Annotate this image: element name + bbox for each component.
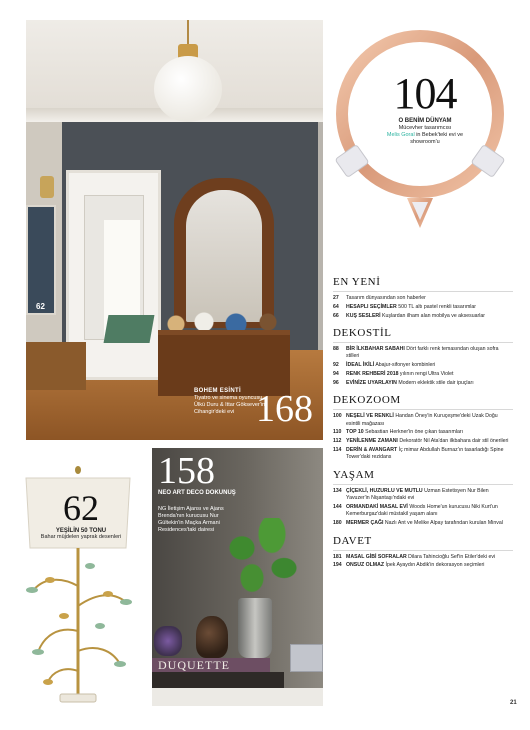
toc-entry-text bbox=[346, 295, 513, 302]
toc-entry-title: KUŞ SESLERİ bbox=[346, 312, 381, 319]
ring-feature-title: O BENİM DÜNYAM bbox=[398, 118, 452, 124]
pendant-lamp-globe bbox=[154, 56, 222, 122]
toc-entry-description: Dekoratör Nil Ata'dan ilkbahara dair stil önerileri bbox=[399, 438, 509, 445]
toc-entry-text bbox=[346, 371, 513, 378]
toc-section-heading: DEKOZOOM bbox=[333, 394, 513, 410]
toc-entry-title: MERMER ÇAĞI bbox=[346, 520, 384, 527]
toc-entry-title: YENİLENME ZAMANI bbox=[346, 438, 398, 445]
toc-entry-page: 144 bbox=[333, 504, 342, 511]
toc-entry-description: Woods Home'un kurucusu Niki Kurt'un Kemerburgaz'daki müstakil yaşam alanı bbox=[346, 504, 498, 518]
toc-entry-description: yılının rengi Ultra Violet bbox=[399, 371, 454, 377]
toc-section-heading: YAŞAM bbox=[333, 469, 513, 485]
toc-entry-title: ÇİÇEKLİ, HUZURLU VE MUTLU bbox=[346, 487, 423, 494]
toc-entry-title: BİR İLKBAHAR SABAHI bbox=[346, 346, 405, 352]
toc-entry[interactable] bbox=[333, 362, 513, 369]
toc-entry-page: 66 bbox=[333, 312, 339, 319]
hallway-feature-page-number[interactable]: 168 bbox=[256, 388, 313, 430]
ring-feature-page-number[interactable]: 104 bbox=[393, 69, 457, 118]
toc-section bbox=[333, 327, 513, 387]
ring-caption-block bbox=[375, 69, 475, 146]
toc-entry-description: Nazlı Ant ve Melike Alpay tarafından kurulan Minval bbox=[384, 520, 503, 527]
ring-caption-after: in Bebek'teki evi ve showroom'u bbox=[410, 132, 464, 145]
toc-entry-page: 88 bbox=[333, 346, 339, 352]
toc-entry-page: 194 bbox=[333, 562, 342, 569]
toc-section bbox=[333, 469, 513, 528]
toc-entry-page: 27 bbox=[333, 295, 339, 301]
lamp-branches bbox=[32, 580, 128, 682]
toc-entry-page: 110 bbox=[333, 429, 342, 436]
book-spine-text: DUQUETTE bbox=[158, 658, 230, 672]
toc-entry-page: 134 bbox=[333, 487, 342, 494]
lamp-caption-block bbox=[26, 490, 136, 541]
amethyst-geode bbox=[154, 626, 182, 656]
toc-entry-page: 181 bbox=[333, 553, 342, 560]
toc-entry-text bbox=[346, 554, 513, 561]
toc-entry-text bbox=[346, 438, 513, 445]
toc-entry-description: Tasarım dünyasından son haberler bbox=[346, 295, 426, 301]
hallway-feature-caption: Tiyatro ve sinema oyuncusu Ülkü Duru & Ittar Göksever'in Cihangir'deki evi bbox=[194, 395, 266, 415]
toc-entry-page: 180 bbox=[333, 520, 342, 527]
toc-entry-page: 96 bbox=[333, 379, 339, 386]
toc-entry[interactable] bbox=[333, 346, 513, 361]
toc-entry-page: 100 bbox=[333, 413, 342, 420]
shelf-feature-caption: NG İletişim Ajansı ve Ajans Brenda'nın kurucusu Nur Gültekin'in Maçka Armani Residences'taki dairesi bbox=[158, 506, 224, 533]
toc-entry-text bbox=[346, 562, 513, 569]
toc-entry-text bbox=[346, 380, 513, 387]
toc-entry[interactable] bbox=[333, 438, 513, 445]
toc-entry-text bbox=[346, 346, 513, 361]
toc-entry-text bbox=[346, 313, 513, 320]
toc-entry-title: İDEAL İKİLİ bbox=[346, 362, 375, 369]
dark-book bbox=[152, 672, 284, 688]
hallway-photo bbox=[26, 20, 323, 440]
toc-entry-title: DERİN & AVANGART bbox=[346, 447, 398, 453]
toc-entry-description: Kuşlardan ilham alan mobilya ve aksesuarlar bbox=[382, 312, 485, 319]
toc-entry-description: Dört farklı renk temasından oluşan sofra stilleri bbox=[346, 346, 499, 360]
toc-entry-description: Sebastian Herkner'in öne çıkan tasarımları bbox=[365, 429, 464, 436]
lamp-finial bbox=[75, 466, 81, 474]
shelf-board bbox=[152, 688, 323, 706]
toc-entry-page: 114 bbox=[333, 447, 342, 453]
lamp-feature-caption: Bahar müjdelen yaprak desenleri bbox=[40, 534, 122, 540]
toc-entry-description: İpek Ayaydın Abdik'in dekorasyon seçimleri bbox=[385, 562, 485, 569]
toc-entry[interactable] bbox=[333, 520, 513, 527]
wooden-console bbox=[158, 330, 290, 396]
toc-entry-description: Uzman Estetisyen Nur Bilen Yavuzer'in Nişantaşı'ndaki evi bbox=[346, 487, 489, 502]
toc-section bbox=[333, 394, 513, 462]
toc-entry[interactable] bbox=[333, 447, 513, 462]
toc-entry-text bbox=[346, 429, 513, 436]
toc-entry-page: 94 bbox=[333, 371, 339, 377]
toc-entry-text bbox=[346, 413, 513, 428]
toc-entry-text bbox=[346, 504, 513, 519]
lamp-feature-page-number[interactable]: 62 bbox=[63, 488, 99, 528]
ring-caption-highlight: Melis Goral bbox=[386, 132, 415, 138]
wall-artwork bbox=[26, 205, 56, 315]
toc-entry-description: 500 TL altı pastel renkli tasarımlar bbox=[398, 303, 477, 310]
toc-entry-text bbox=[346, 362, 513, 369]
shelf-feature-title: NEO ART DECO DOKUNUŞ bbox=[158, 490, 236, 496]
toc-entry-title: EVİNİZE UYARLAYIN bbox=[346, 379, 397, 386]
toc-entry-description: Handan Öney'in Kuruçeşme'deki Uzak Doğu esintili mağazası bbox=[346, 413, 498, 427]
page-folio: 21 bbox=[510, 700, 517, 706]
toc-entry-description: İç mimar Abdullah Burnaz'ın tasarladığı Spine Tower'daki rezidans bbox=[346, 447, 504, 461]
toc-entry-title: TOP 10 bbox=[346, 429, 364, 436]
toc-entry[interactable] bbox=[333, 562, 513, 569]
ring-feature-caption bbox=[375, 125, 475, 146]
silver-vase bbox=[238, 598, 272, 658]
toc-entry[interactable] bbox=[333, 554, 513, 561]
lamp-base bbox=[60, 694, 96, 702]
toc-section bbox=[333, 276, 513, 320]
toc-entry[interactable] bbox=[333, 313, 513, 320]
mirror-glass bbox=[186, 190, 262, 322]
green-plant bbox=[222, 518, 302, 604]
toc-section-heading: DEKOSTİL bbox=[333, 327, 513, 343]
toc-entry[interactable] bbox=[333, 413, 513, 428]
toc-entry-description: Abajur-sifonyer kombinleri bbox=[375, 362, 436, 369]
toc-entry[interactable] bbox=[333, 304, 513, 311]
toc-entry-title: ONSUZ OLMAZ bbox=[346, 562, 385, 569]
toc-entry[interactable] bbox=[333, 504, 513, 519]
toc-section bbox=[333, 535, 513, 570]
toc-entry[interactable] bbox=[333, 488, 513, 503]
toc-entry-title: MASAL GİBİ SOFRALAR bbox=[346, 553, 407, 560]
toc-entry-text bbox=[346, 447, 513, 462]
toc-entry[interactable] bbox=[333, 429, 513, 436]
toc-entry-title: NEŞELİ VE RENKLİ bbox=[346, 413, 394, 420]
toc-section-heading: EN YENİ bbox=[333, 276, 513, 292]
wooden-bench bbox=[26, 342, 86, 390]
lamp-feature-title: YEŞİLİN 50 TONU bbox=[55, 528, 107, 534]
toc-entry-text bbox=[346, 520, 513, 527]
hallway-feature-title: BOHEM ESİNTİ bbox=[194, 388, 241, 394]
shelf-feature-page-number[interactable]: 158 bbox=[158, 450, 215, 492]
toc-entry-title: RENK REHBERİ 2018 bbox=[346, 371, 399, 377]
toc-entry[interactable] bbox=[333, 380, 513, 387]
wall-sconce bbox=[40, 176, 54, 198]
toc-entry-text bbox=[346, 488, 513, 503]
ring-caption-before: Mücevher tasarımcısı bbox=[398, 125, 452, 131]
toc-entry-text bbox=[346, 304, 513, 311]
toc-entry[interactable] bbox=[333, 371, 513, 378]
hallway-page-ref: 62 bbox=[36, 302, 45, 311]
toc-entry-description: Modern eklektik stile dair ipuçları bbox=[398, 379, 474, 386]
toc-entry-description: Dilara Tahincioğlu Sef'in Etiler'deki evi bbox=[408, 553, 496, 560]
bronze-sculpture bbox=[196, 616, 228, 658]
decorative-box bbox=[290, 644, 323, 672]
toc-entry-page: 92 bbox=[333, 362, 339, 369]
toc-entry[interactable] bbox=[333, 295, 513, 302]
green-rug bbox=[104, 315, 155, 343]
toc-entry-page: 64 bbox=[333, 303, 339, 310]
toc-entry-title: HESAPLI SEÇİMLER bbox=[346, 303, 397, 310]
toc-entry-page: 112 bbox=[333, 438, 342, 445]
toc-entry-title: ORMANDAKİ MASAL EVİ bbox=[346, 504, 408, 511]
toc-section-heading: DAVET bbox=[333, 535, 513, 551]
table-of-contents bbox=[333, 276, 513, 577]
